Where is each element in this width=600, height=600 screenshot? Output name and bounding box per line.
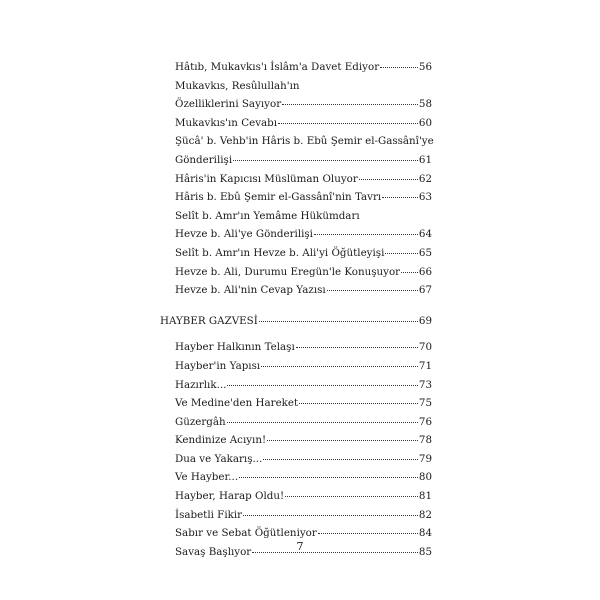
toc-entry (160, 487, 432, 506)
toc-entry (160, 338, 432, 357)
toc-leader-dots (267, 430, 418, 441)
toc-entry (160, 207, 432, 226)
toc-entry-title: Ve Medine'den Hareket (175, 397, 299, 410)
toc-entry (160, 188, 432, 207)
toc-entry (160, 468, 432, 487)
toc-chapter-entry (160, 312, 432, 331)
toc-leader-dots (359, 169, 418, 180)
toc-entry (160, 132, 432, 151)
toc-entry-page: 60 (418, 116, 432, 129)
toc-leader-dots (401, 262, 418, 273)
toc-entry-page: 67 (418, 284, 432, 297)
toc-entry (160, 376, 432, 395)
toc-leader-dots (327, 280, 418, 291)
toc-leader-dots (385, 243, 418, 254)
toc-leader-dots (278, 113, 418, 124)
toc-entry-title: Kendinize Acıyın! (175, 434, 267, 447)
toc-entry-page: 76 (418, 415, 432, 428)
toc-entry-page: 70 (418, 341, 432, 354)
toc-entry-page: 65 (418, 246, 432, 259)
toc-leader-dots (227, 375, 417, 386)
toc-entry-title: Mukavkıs, Resûlullah'ın (175, 79, 300, 92)
toc-entry (160, 151, 432, 170)
toc-entry-title: Hâris b. Ebû Şemir el-Gassânî'nin Tavrı (175, 191, 382, 204)
toc-entry (160, 170, 432, 189)
toc-entry (160, 394, 432, 413)
toc-entry (160, 281, 432, 300)
toc-entry-page: 85 (418, 545, 432, 558)
toc-leader-dots (259, 311, 418, 322)
toc-entry-title: Hâris'in Kapıcısı Müslüman Oluyor (175, 172, 358, 185)
toc-entry-page: 61 (418, 153, 432, 166)
toc-entry (160, 58, 432, 77)
toc-entry-title: Hevze b. Ali'ye Gönderilişi (175, 228, 313, 241)
toc-leader-dots (382, 187, 418, 198)
toc-entry-title: Ve Hayber... (175, 471, 239, 484)
toc-chapter-title: HAYBER GAZVESİ (160, 314, 258, 327)
toc-entry (160, 95, 432, 114)
toc-entry-title: Hevze b. Ali, Durumu Eregün'le Konuşuyor (175, 265, 401, 278)
toc-entry-page: 69 (418, 314, 432, 327)
toc-leader-empty (361, 207, 431, 217)
toc-leader-dots (380, 57, 418, 68)
toc-leader-dots (239, 467, 418, 478)
toc-leader-dots (282, 94, 418, 105)
toc-entry-page: 79 (418, 452, 432, 465)
toc-entry-page: 58 (418, 98, 432, 111)
toc-entry (160, 225, 432, 244)
toc-leader-empty (301, 77, 431, 87)
toc-entry-page: 73 (418, 378, 432, 391)
toc-entry-page: 56 (418, 61, 432, 73)
toc-entry (160, 114, 432, 133)
toc-leader-dots (227, 412, 418, 423)
toc-entry-title: Şücâ' b. Vehb'in Hâris b. Ebû Şemir el-Gassânî'ye (175, 135, 434, 148)
toc-entry-title: Gönderilişi (175, 153, 233, 166)
toc-entry-title: Selît b. Amr'ın Yemâme Hükümdarı (175, 209, 360, 222)
toc-entry-title: Hâtıb, Mukavkıs'ı İslâm'a Davet Ediyor (175, 61, 380, 73)
toc-entry (160, 450, 432, 469)
toc-leader-dots (296, 337, 418, 348)
toc-entry-title: Hayber, Harap Oldu! (175, 490, 285, 503)
toc-entry-page: 63 (418, 191, 432, 204)
toc-entry-page: 75 (418, 397, 432, 410)
toc-entry-page: 66 (418, 265, 432, 278)
toc-entry-page: 82 (418, 508, 432, 521)
toc-entry-page: 80 (418, 471, 432, 484)
toc-entry (160, 506, 432, 525)
toc-entry-title: Selît b. Amr'ın Hevze b. Ali'yi Öğütleyişi (175, 246, 385, 259)
toc-entry-page: 71 (418, 359, 432, 372)
toc-entry-page: 78 (418, 434, 432, 447)
toc-entry-title: Özelliklerini Sayıyor (175, 98, 282, 111)
table-of-contents (160, 58, 432, 561)
toc-entry (160, 77, 432, 96)
toc-entry-page: 62 (418, 172, 432, 185)
toc-leader-dots (261, 356, 418, 367)
toc-entry-title: Hayber Halkının Telaşı (175, 341, 295, 354)
toc-leader-dots (318, 523, 418, 534)
page-number: 7 (296, 540, 304, 553)
toc-leader-dots (285, 486, 418, 497)
toc-entry (160, 244, 432, 263)
toc-entry (160, 431, 432, 450)
toc-entry-page: 81 (418, 490, 432, 503)
toc-entry (160, 357, 432, 376)
toc-entry-title: Hazırlık... (175, 378, 227, 391)
toc-leader-dots (243, 505, 418, 516)
toc-entry (160, 263, 432, 282)
toc-entry-title: Savaş Başlıyor (175, 545, 252, 558)
toc-leader-dots (233, 150, 418, 161)
toc-leader-empty (435, 132, 441, 142)
toc-leader-dots (314, 224, 418, 235)
toc-entry-title: İsabetli Fikir (175, 508, 243, 521)
toc-leader-dots (299, 393, 418, 404)
toc-entry-page: 84 (418, 527, 432, 540)
toc-entry-title: Dua ve Yakarış... (175, 452, 263, 465)
toc-entry-title: Güzergâh (175, 415, 226, 428)
toc-entry-title: Hevze b. Ali'nin Cevap Yazısı (175, 284, 326, 297)
toc-leader-dots (263, 449, 418, 460)
toc-entry-title: Hayber'in Yapısı (175, 359, 261, 372)
toc-entry-title: Sabır ve Sebat Öğütleniyor (175, 527, 317, 540)
toc-entry-title: Mukavkıs'ın Cevabı (175, 116, 278, 129)
toc-entry-page: 64 (418, 228, 432, 241)
toc-entry (160, 413, 432, 432)
